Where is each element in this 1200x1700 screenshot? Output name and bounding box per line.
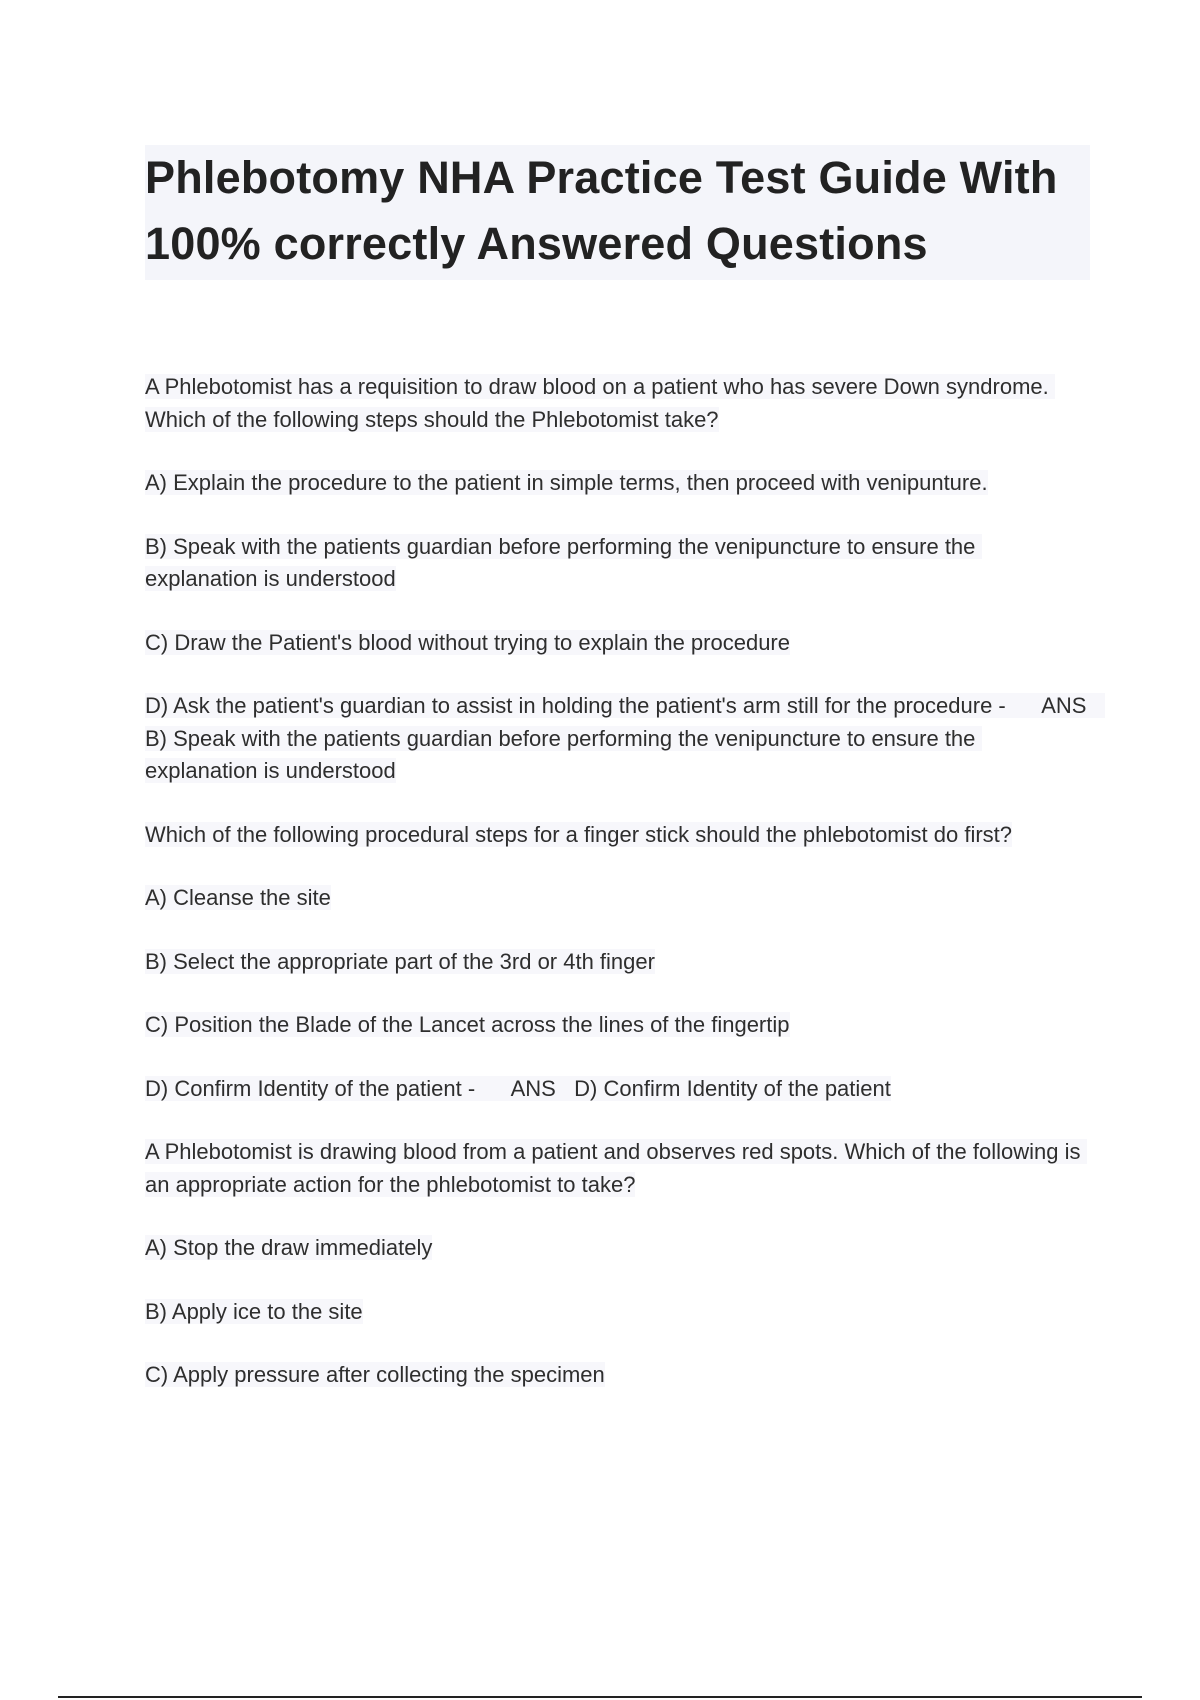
question-2-stem-text: Which of the following procedural steps for a finger stick should the phlebotomist do first? — [145, 821, 1013, 847]
question-1-option-b — [145, 531, 1090, 596]
question-1-option-a — [145, 467, 1090, 500]
question-1-option-a-text: A) Explain the procedure to the patient in simple terms, then proceed with venipunture. — [145, 470, 988, 495]
question-1-stem — [145, 371, 1090, 436]
question-2-option-d-answer — [145, 1073, 1090, 1106]
question-1-option-d-answer — [145, 690, 1105, 788]
question-1-option-d-answer-text: D) Ask the patient's guardian to assist in holding the patient's arm still for the procedure - ANS B) Speak with the patients guardian before performing the venipuncture to ensure the explanation is understood — [145, 693, 1105, 783]
title-line-2: 100% correctly Answered Questions — [145, 218, 928, 269]
title-block — [145, 145, 1090, 280]
question-2-option-a — [145, 882, 1090, 915]
question-1-option-c-text: C) Draw the Patient's blood without trying to explain the procedure — [145, 629, 790, 655]
question-2-option-a-text: A) Cleanse the site — [145, 885, 331, 910]
question-3-option-c-text: C) Apply pressure after collecting the specimen — [145, 1362, 605, 1387]
title-line-1: Phlebotomy NHA Practice Test Guide With — [145, 152, 1058, 203]
question-3-option-a-text: A) Stop the draw immediately — [145, 1235, 433, 1260]
question-2-option-c — [145, 1009, 1090, 1042]
footer-divider — [58, 1696, 1142, 1698]
document-title — [145, 145, 1090, 277]
question-1-option-c — [145, 627, 1090, 660]
question-2-option-c-text: C) Position the Blade of the Lancet across the lines of the fingertip — [145, 1012, 790, 1037]
question-1-stem-text: A Phlebotomist has a requisition to draw blood on a patient who has severe Down syndrome. Which of the following steps should the Phlebotomist take? — [145, 374, 1055, 432]
question-3-stem-text: A Phlebotomist is drawing blood from a patient and observes red spots. Which of the following is an appropriate action for the phlebotomist to take? — [145, 1139, 1087, 1197]
question-2-stem — [145, 819, 1090, 852]
question-3-option-a — [145, 1232, 1090, 1265]
question-3-option-c — [145, 1359, 1090, 1392]
question-2-option-b — [145, 946, 1090, 979]
question-3-option-b-text: B) Apply ice to the site — [145, 1298, 363, 1324]
document-body — [145, 371, 1105, 1423]
question-3-stem — [145, 1136, 1090, 1201]
question-2-option-d-answer-text: D) Confirm Identity of the patient - ANS D) Confirm Identity of the patient — [145, 1075, 891, 1101]
question-3-option-b — [145, 1296, 1090, 1329]
question-1-option-b-text: B) Speak with the patients guardian before performing the venipuncture to ensure the explanation is understood — [145, 533, 982, 591]
question-2-option-b-text: B) Select the appropriate part of the 3rd or 4th finger — [145, 948, 655, 974]
